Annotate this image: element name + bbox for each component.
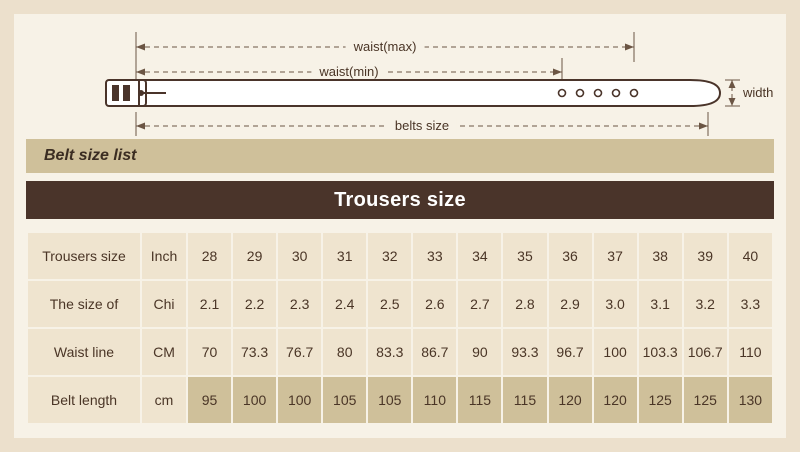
cell: 90	[457, 328, 502, 376]
cell: 3.0	[593, 280, 638, 328]
trousers-size-title: Trousers size	[334, 188, 466, 211]
cell: 125	[638, 376, 683, 424]
cell: 120	[593, 376, 638, 424]
content-panel	[14, 14, 786, 438]
cell: 36	[548, 232, 593, 280]
cell: 2.8	[502, 280, 547, 328]
belt-size-list-title: Belt size list	[44, 147, 137, 164]
cell: 103.3	[638, 328, 683, 376]
row-unit-cm-belt: cm	[141, 376, 187, 424]
row-unit-cm: CM	[141, 328, 187, 376]
cell: 115	[457, 376, 502, 424]
cell: 70	[187, 328, 232, 376]
cell: 100	[593, 328, 638, 376]
cell: 2.1	[187, 280, 232, 328]
cell: 110	[412, 376, 457, 424]
cell: 28	[187, 232, 232, 280]
cell: 93.3	[502, 328, 547, 376]
table-row	[27, 376, 773, 424]
cell: 39	[683, 232, 728, 280]
cell: 33	[412, 232, 457, 280]
cell: 96.7	[548, 328, 593, 376]
cell: 35	[502, 232, 547, 280]
table-row	[27, 232, 773, 280]
cell: 125	[683, 376, 728, 424]
cell: 2.3	[277, 280, 322, 328]
cell: 2.2	[232, 280, 277, 328]
row-header-waist-line: Waist line	[27, 328, 141, 376]
cell: 80	[322, 328, 367, 376]
belts-size-label: belts size	[387, 118, 457, 133]
waist-min-label: waist(min)	[311, 64, 386, 79]
cell: 95	[187, 376, 232, 424]
width-label: width	[743, 85, 774, 100]
row-unit-chi: Chi	[141, 280, 187, 328]
cell: 120	[548, 376, 593, 424]
cell: 32	[367, 232, 412, 280]
cell: 40	[728, 232, 773, 280]
row-header-size-of: The size of	[27, 280, 141, 328]
row-header-trousers-size: Trousers size	[27, 232, 141, 280]
cell: 105	[322, 376, 367, 424]
cell: 3.1	[638, 280, 683, 328]
row-unit-inch: Inch	[141, 232, 187, 280]
table-row	[27, 328, 773, 376]
cell: 2.9	[548, 280, 593, 328]
cell: 34	[457, 232, 502, 280]
cell: 29	[232, 232, 277, 280]
cell: 37	[593, 232, 638, 280]
belt-diagram	[14, 14, 786, 139]
cell: 76.7	[277, 328, 322, 376]
cell: 2.4	[322, 280, 367, 328]
cell: 105	[367, 376, 412, 424]
cell: 100	[232, 376, 277, 424]
cell: 110	[728, 328, 773, 376]
cell: 31	[322, 232, 367, 280]
cell: 106.7	[683, 328, 728, 376]
cell: 3.3	[728, 280, 773, 328]
cell: 3.2	[683, 280, 728, 328]
cell: 130	[728, 376, 773, 424]
cell: 2.7	[457, 280, 502, 328]
row-header-belt-length: Belt length	[27, 376, 141, 424]
belt-size-list-bar	[26, 139, 774, 173]
cell: 30	[277, 232, 322, 280]
cell: 86.7	[412, 328, 457, 376]
cell: 73.3	[232, 328, 277, 376]
trousers-size-title-bar	[26, 181, 774, 219]
cell: 38	[638, 232, 683, 280]
cell: 115	[502, 376, 547, 424]
waist-max-label: waist(max)	[346, 39, 425, 54]
table-row	[27, 280, 773, 328]
cell: 100	[277, 376, 322, 424]
size-table	[26, 231, 774, 425]
cell: 83.3	[367, 328, 412, 376]
cell: 2.6	[412, 280, 457, 328]
cell: 2.5	[367, 280, 412, 328]
